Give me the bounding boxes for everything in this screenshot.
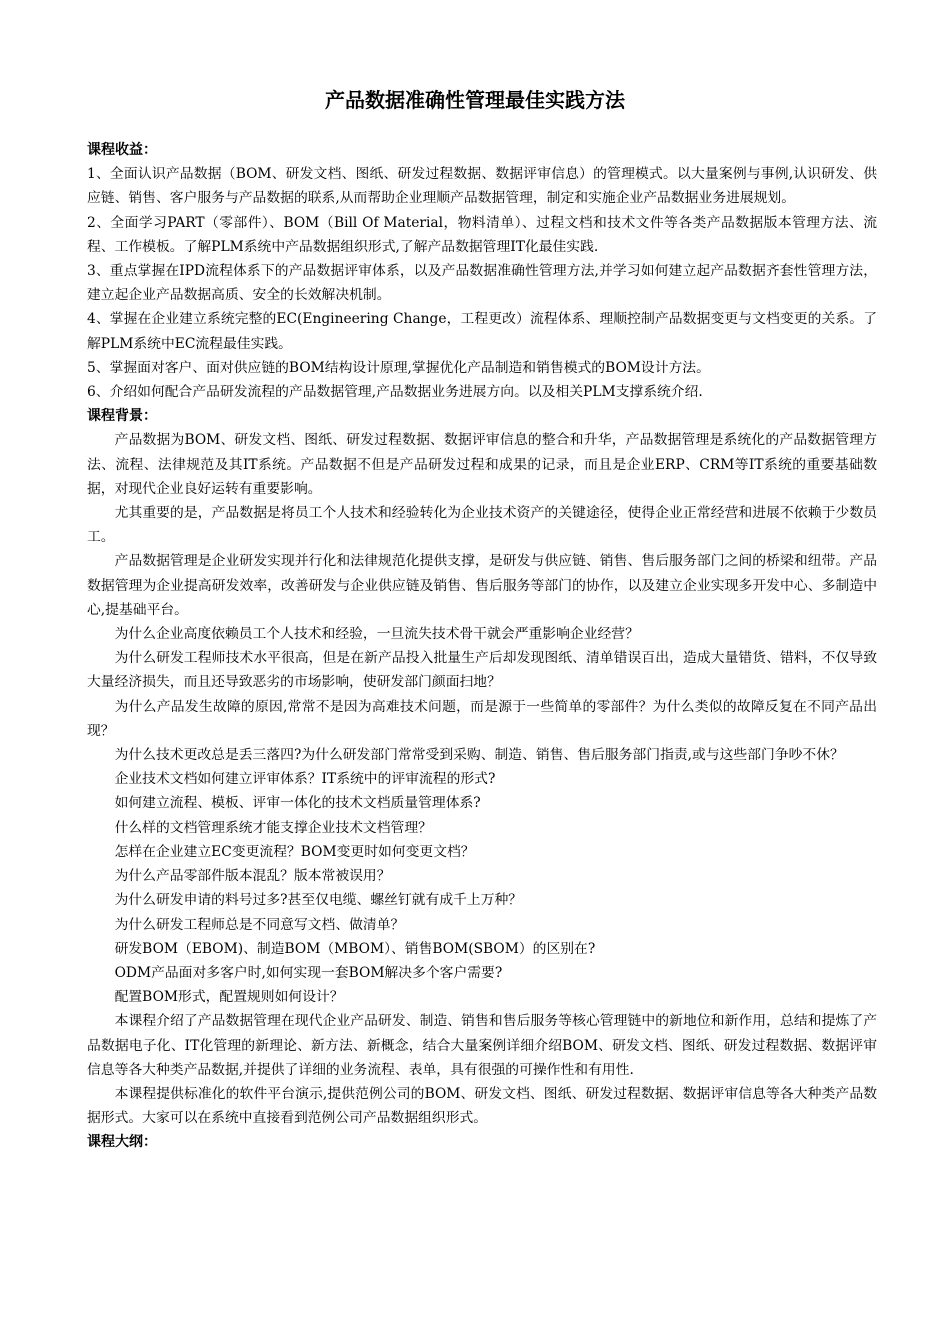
benefit-item-4: 4、掌握在企业建立系统完整的EC(Engineering Change，工程更改）流程体系、理顺控制产品数据变更与文档变更的关系。了解PLM系统中EC流程最佳实践。 — [87, 311, 877, 352]
document-title: 产品数据准确性管理最佳实践方法 — [325, 88, 625, 112]
background-question: 为什么产品发生故障的原因,常常不是因为高难技术问题，而是源于一些简单的零部件？为什么类似的故障反复在不同产品出现？ — [87, 698, 877, 739]
benefit-item-6: 6、介绍如何配合产品研发流程的产品数据管理,产品数据业务进展方向。以及相关PLM支撑系统介绍. — [87, 384, 703, 401]
background-question: 为什么技术更改总是丢三落四?为什么研发部门常常受到采购、制造、销售、售后服务部门指责,或与这些部门争吵不休？ — [114, 747, 844, 764]
background-paragraph: 本课程提供标准化的软件平台演示,提供范例公司的BOM、研发文档、图纸、研发过程数据、数据评审信息等各大种类产品数据形式。大家可以在系统中直接看到范例公司产品数据组织形式。 — [87, 1085, 877, 1127]
outline-heading: 课程大纲： — [87, 1134, 157, 1151]
background-question: 怎样在企业建立EC变更流程？BOM变更时如何变更文档？ — [114, 843, 475, 860]
benefit-item-1: 1、全面认识产品数据（BOM、研发文档、图纸、研发过程数据、数据评审信息）的管理模式。以大量案例与事例,认识研发、供应链、销售、客户服务与产品数据的联系,从而帮助企业理顺产品数据管理，制定和实施企业产品数据业务进展规划。 — [87, 166, 877, 207]
background-question: 为什么研发工程师总是不同意写文档、做清单？ — [114, 916, 405, 933]
benefit-item-3: 3、重点掌握在IPD流程体系下的产品数据评审体系，以及产品数据准确性管理方法,并学习如何建立起产品数据齐套性管理方法，建立起企业产品数据高质、安全的长效解决机制。 — [87, 263, 877, 304]
document-body — [87, 138, 877, 1155]
background-question: 研发BOM（EBOM)、制造BOM（MBOM）、销售BOM(SBOM）的区别在? — [114, 940, 596, 957]
background-question: ODM产品面对多客户时,如何实现一套BOM解决多个客户需要? — [114, 964, 503, 981]
background-question: 为什么研发工程师技术水平很高，但是在新产品投入批量生产后却发现图纸、清单错误百出，造成大量错货、错料，不仅导致大量经济损失，而且还导致恶劣的市场影响，使研发部门颜面扫地？ — [87, 650, 877, 691]
background-heading: 课程背景： — [87, 408, 157, 425]
background-paragraph: 产品数据为BOM、研发文档、图纸、研发过程数据、数据评审信息的整合和升华，产品数据管理是系统化的产品数据管理方法、流程、法律规范及其IT系统。产品数据不但是产品研发过程和成果的记录，而且是企业ERP、CRM等IT系统的重要基础数据，对现代企业良好运转有重要影响。 — [87, 432, 877, 497]
background-paragraph: 本课程介绍了产品数据管理在现代企业产品研发、制造、销售和售后服务等核心管理链中的新地位和新作用，总结和提炼了产品数据电子化、IT化管理的新理论、新方法、新概念，结合大量案例详细介绍BOM、研发文档、图纸、研发过程数据、数据评审信息等各大种类产品数据,并提供了详细的业务流程、表单，具有很强的可操作性和有用性. — [87, 1013, 877, 1078]
background-question: 如何建立流程、模板、评审一体化的技术文档质量管理体系? — [114, 795, 481, 812]
benefits-heading: 课程收益： — [87, 142, 157, 158]
background-question: 企业技术文档如何建立评审体系？IT系统中的评审流程的形式? — [114, 771, 496, 788]
benefit-item-5: 5、掌握面对客户、面对供应链的BOM结构设计原理,掌握优化产品制造和销售模式的BOM设计方法。 — [87, 359, 710, 376]
background-paragraph: 尤其重要的是，产品数据是将员工个人技术和经验转化为企业技术资产的关键途径，使得企业正常经营和进展不依赖于少数员工。 — [87, 505, 877, 546]
background-question: 为什么企业高度依赖员工个人技术和经验，一旦流失技术骨干就会严重影响企业经营？ — [114, 626, 639, 643]
background-paragraph: 产品数据管理是企业研发实现并行化和法律规范化提供支撑，是研发与供应链、销售、售后服务部门之间的桥梁和纽带。产品数据管理为企业提高研发效率，改善研发与企业供应链及销售、售后服务等部门的协作，以及建立企业实现多开发中心、多制造中心,提基础平台。 — [87, 553, 877, 618]
background-question: 什么样的文档管理系统才能支撑企业技术文档管理？ — [114, 819, 432, 836]
background-question: 为什么研发申请的料号过多?甚至仅电缆、螺丝钉就有成千上万种？ — [114, 892, 523, 909]
background-question: 配置BOM形式，配置规则如何设计？ — [114, 989, 344, 1006]
background-question: 为什么产品零部件版本混乱？版本常被误用？ — [114, 868, 391, 885]
benefit-item-2: 2、全面学习PART（零部件）、BOM（Bill Of Material，物料清单）、过程文档和技术文件等各类产品数据版本管理方法、流程、工作模板。了解PLM系统中产品数据组织形式,了解产品数据管理IT化最佳实践. — [87, 214, 877, 255]
